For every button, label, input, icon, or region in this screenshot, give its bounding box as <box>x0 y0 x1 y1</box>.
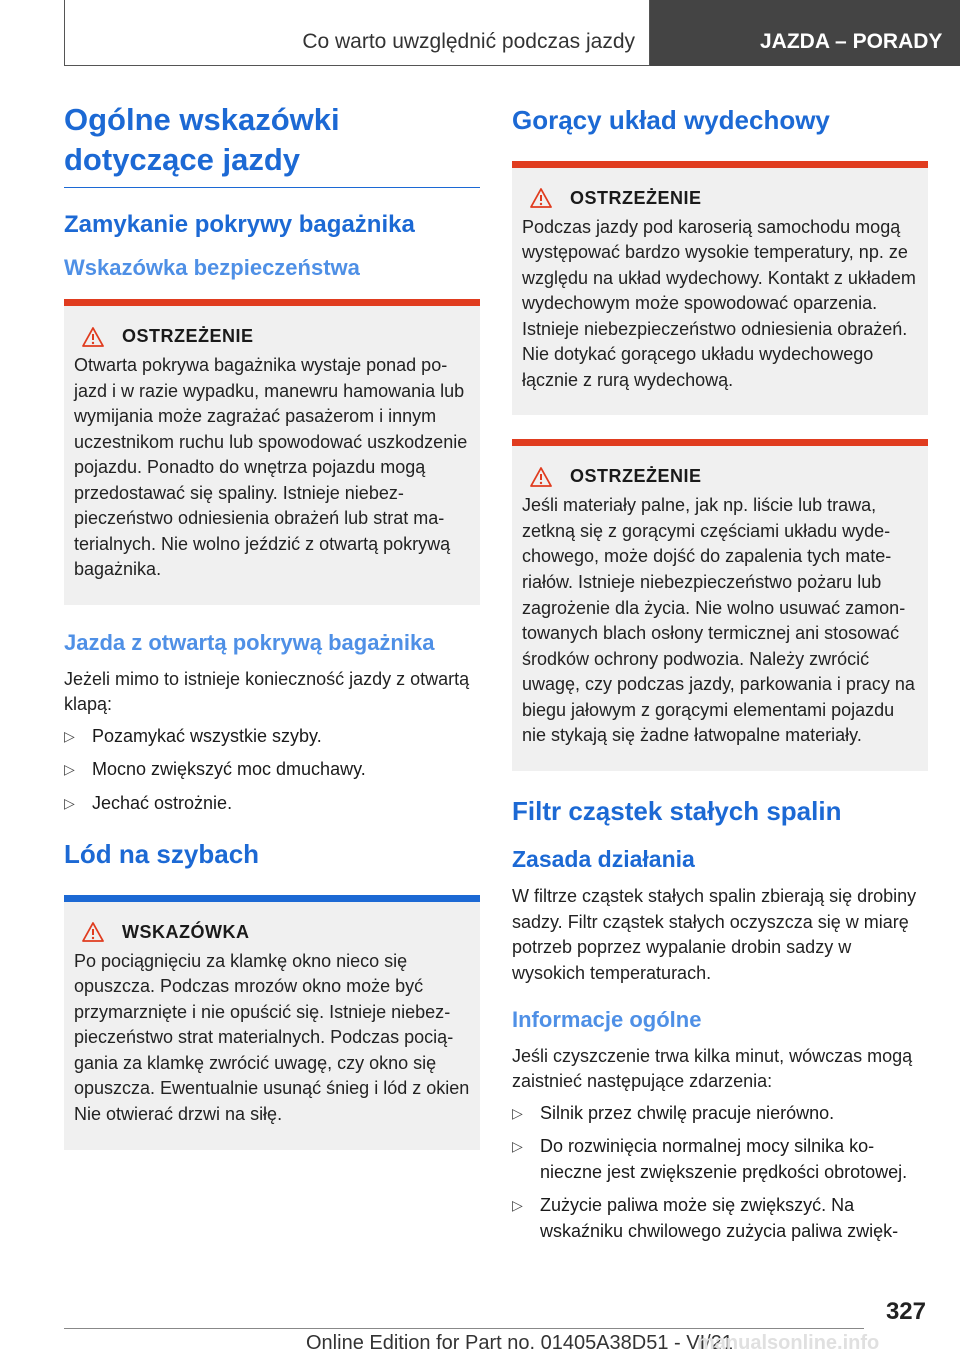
heading-ice-on-windows: Lód na szybach <box>64 839 260 870</box>
header-chapter-label: JAZDA – PORADY <box>760 30 943 53</box>
footer-divider <box>64 1328 864 1329</box>
page-title <box>64 100 480 188</box>
warning-title <box>530 188 918 209</box>
footer-edition: Online Edition for Part no. 01405A38D51 - VI/21 <box>306 1332 733 1354</box>
warning-box-exhaust-burn <box>512 161 928 416</box>
heading-safety-note: Wskazówka bezpieczeństwa <box>64 254 360 280</box>
heading-principle: Zasada działania <box>512 846 695 873</box>
list-item: ▷ Silnik przez chwilę pracuje nierówno. <box>512 1101 928 1127</box>
principle-text: W filtrze cząstek stałych spalin zbierają się drobiny sadzy. Filtr cząstek stałych oczyszcza się w miarę potrzeb poprzez wypalanie drobin sadzy w wysokich temperaturach. <box>512 886 917 983</box>
note-title <box>82 922 470 943</box>
warning-title <box>530 466 918 487</box>
right-column <box>512 100 928 1253</box>
heading-general-info: Informacje ogólne <box>512 1007 702 1033</box>
warning-title-text: OSTRZEŻENIE <box>570 466 702 487</box>
footer-watermark: manualsonline.info <box>697 1332 880 1354</box>
warning-text: Otwarta pokrywa bagażnika wystaje ponad pojazd i w razie wypadku, manewru hamowania lub wymijania może zagrażać pasażerom i innym uczestnikom ruchu lub spowodować uszkodzenie pojazdu. Ponadto do wnętrza pojazdu mogą przedostawać się spaliny. Istnieje niebezpieczeństwo odniesienia obrażeń lub strat materialnych. Nie wolno jeździć z otwartą pokrywą bagażnika. <box>74 355 468 580</box>
list-item: ▷ Pozamykać wszystkie szyby. <box>64 724 480 750</box>
warning-box-exhaust-fire <box>512 439 928 770</box>
triangle-bullet-icon: ▷ <box>512 1138 523 1155</box>
warning-triangle-icon <box>530 467 552 487</box>
triangle-bullet-icon: ▷ <box>64 761 75 778</box>
warning-text: Podczas jazdy pod karoserią samochodu mogą występować bardzo wysokie temperatury, np. ze względu na układ wydechowy. Kontakt z układem wydechowym może spowodować oparzenia. Istnieje niebezpieczeństwo odniesienia obrażeń. Nie dotykać gorącego układu wydechowego łącznie z rurą wydechową. <box>522 216 916 390</box>
general-intro: Jeśli czyszczenie trwa kilka minut, wówczas mogą zaistnieć następujące zdarzenia: <box>512 1045 913 1092</box>
heading-hot-exhaust: Gorący układ wydechowy <box>512 105 830 135</box>
page-number: 327 <box>885 1298 926 1325</box>
list-item: ▷ Jechać ostrożnie. <box>64 791 480 817</box>
page-header <box>0 0 960 66</box>
warning-title <box>82 326 470 347</box>
heading-trunk-closing: Zamykanie pokrywy bagażnika <box>64 210 415 238</box>
list-item: ▷ Mocno zwiększyć moc dmuchawy. <box>64 757 480 783</box>
warning-text: Jeśli materiały palne, jak np. liście lub trawa, zetkną się z gorącymi częściami układu wydechowego, może dojść do zapalenia tych materiałów. Istnieje niebezpieczeństwo pożaru lub zagrożenie dla życia. Nie wolno usuwać zamontowanych blach osłony termicznej ani stosować środków ochrony podwozia. Należy zwrócić uwagę, czy podczas jazdy, parkowania i pracy na biegu jałowym z gorącymi elementami pojazdu nie stykają się żadne łatwopalne materiały. <box>522 495 915 746</box>
triangle-bullet-icon: ▷ <box>512 1197 523 1214</box>
page-title-line1: Ogólne wskazówki <box>64 102 340 137</box>
warning-title-text: OSTRZEŻENIE <box>122 326 254 347</box>
header-chapter-tab <box>650 0 960 66</box>
warning-triangle-icon <box>82 327 104 347</box>
list-item: ▷ Zużycie paliwa może się zwiększyć. Na wskaźniku chwilowego zużycia paliwa zwięk- <box>512 1193 928 1244</box>
warning-triangle-icon <box>82 922 104 942</box>
driving-intro: Jeżeli mimo to istnieje konieczność jazdy z otwartą klapą: <box>64 668 470 715</box>
triangle-bullet-icon: ▷ <box>512 1104 523 1121</box>
note-title-text: WSKAZÓWKA <box>122 921 250 942</box>
triangle-bullet-icon: ▷ <box>64 794 75 811</box>
driving-steps-list <box>64 724 480 817</box>
warning-triangle-icon <box>530 188 552 208</box>
warning-title-text: OSTRZEŻENIE <box>570 187 702 208</box>
heading-driving-open-trunk: Jazda z otwartą pokrywą bagażnika <box>64 630 435 656</box>
general-items-list <box>512 1101 928 1245</box>
heading-particulate-filter: Filtr cząstek stałych spalin <box>512 795 842 826</box>
page-title-line2: dotyczące jazdy <box>64 142 301 178</box>
note-box-ice <box>64 895 480 1150</box>
note-text: Po pociągnięciu za klamkę okno nieco się opuszcza. Podczas mrozów okno może być przymarznięte i nie opuścić się. Istnieje niebezpieczeństwo strat materialnych. Podczas pociągania za klamkę zwrócić uwagę, czy okno się opuszcza. Ewentualnie usunąć śnieg i lód z okien Nie otwierać drzwi na siłę. <box>74 950 470 1125</box>
list-item: ▷ Do rozwinięcia normalnej mocy silnika konieczne jest zwiększenie prędkości obrotowej. <box>512 1134 928 1185</box>
warning-box-trunk <box>64 299 480 605</box>
left-column <box>64 100 480 1174</box>
triangle-bullet-icon: ▷ <box>64 727 75 744</box>
header-section-title: Co warto uwzględnić podczas jazdy <box>302 30 635 53</box>
